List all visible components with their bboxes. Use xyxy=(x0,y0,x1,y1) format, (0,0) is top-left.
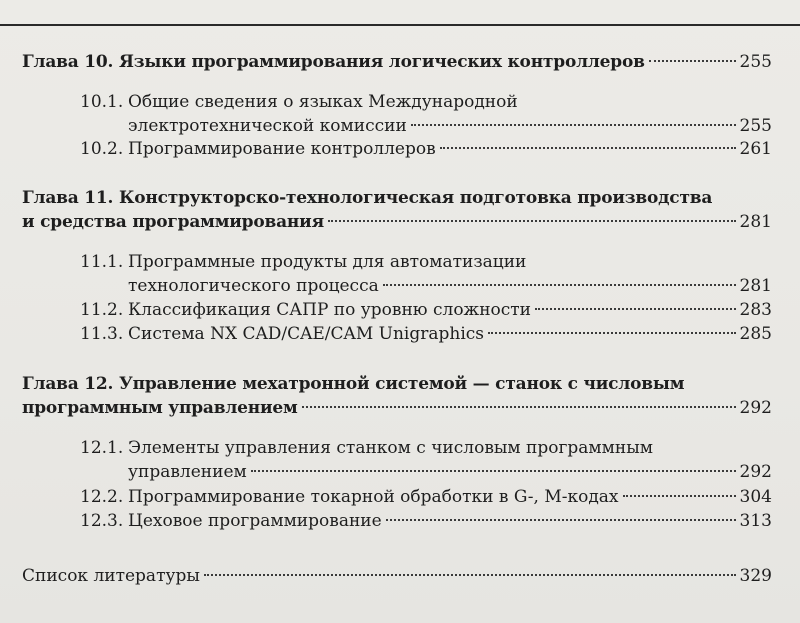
toc-entry-chapter-10[interactable] xyxy=(22,50,772,74)
dot-leader xyxy=(204,574,736,576)
page-number: 255 xyxy=(739,52,772,72)
section-title: Программирование контроллеров xyxy=(128,139,436,159)
section-number: 10.2. xyxy=(80,139,124,159)
toc-entry-12-2[interactable] xyxy=(80,485,772,509)
toc-entry-12-1-title-line1: Элементы управления станком с числовым программным xyxy=(128,438,653,458)
section-number: 11.3. xyxy=(80,324,124,344)
toc-entry-12-3[interactable] xyxy=(80,509,772,533)
toc-entry-chapter-11[interactable] xyxy=(22,210,772,234)
toc-entry-11-2[interactable] xyxy=(80,298,772,322)
page-number: 304 xyxy=(739,487,772,507)
chapter-title-line2: и средства программирования xyxy=(22,212,324,232)
dot-leader xyxy=(535,308,736,310)
section-title-line2: технологического процесса xyxy=(128,276,379,296)
toc-entry-12-1[interactable] xyxy=(128,460,772,484)
dot-leader xyxy=(411,124,736,126)
page-number: 261 xyxy=(739,139,772,159)
toc-entry-10-1[interactable] xyxy=(128,114,772,138)
toc-entry-10-1-title-line1: Общие сведения о языках Международной xyxy=(128,92,518,112)
chapter-title-line2: программным управлением xyxy=(22,398,298,418)
chapter-title: Глава 10. Языки программирования логических контроллеров xyxy=(22,52,645,72)
dot-leader xyxy=(440,147,736,149)
page-number: 285 xyxy=(739,324,772,344)
section-title: Цеховое программирование xyxy=(128,511,382,531)
section-number: 12.3. xyxy=(80,511,124,531)
section-title: Программирование токарной обработки в G-, M-кодах xyxy=(128,487,619,507)
page-number: 313 xyxy=(739,511,772,531)
page-number: 281 xyxy=(739,212,772,232)
section-number: 11.2. xyxy=(80,300,124,320)
chapter-12-title-line1: Глава 12. Управление мехатронной системой — станок с числовым xyxy=(22,374,685,394)
section-title-line2: управлением xyxy=(128,462,247,482)
section-title-line2: электротехнической комиссии xyxy=(128,116,407,136)
dot-leader xyxy=(251,470,736,472)
page-number: 283 xyxy=(739,300,772,320)
page-number: 329 xyxy=(739,566,772,586)
dot-leader xyxy=(623,495,736,497)
dot-leader xyxy=(328,220,736,222)
toc-entry-10-1-number: 10.1. xyxy=(80,92,124,112)
toc-entry-11-1-title-line1: Программные продукты для автоматизации xyxy=(128,252,527,272)
bibliography-title: Список литературы xyxy=(22,566,200,586)
toc-entry-11-1-number: 11.1. xyxy=(80,252,124,272)
dot-leader xyxy=(386,519,736,521)
dot-leader xyxy=(488,332,736,334)
toc-entry-11-1[interactable] xyxy=(128,274,772,298)
section-number: 12.2. xyxy=(80,487,124,507)
page-number: 255 xyxy=(739,116,772,136)
section-title: Система NX CAD/CAE/CAM Unigraphics xyxy=(128,324,484,344)
page-number: 292 xyxy=(739,398,772,418)
top-rule xyxy=(0,0,800,26)
chapter-11-title-line1: Глава 11. Конструкторско-технологическая подготовка производства xyxy=(22,188,713,208)
toc-entry-12-1-number: 12.1. xyxy=(80,438,124,458)
toc-entry-bibliography[interactable] xyxy=(22,564,772,588)
dot-leader xyxy=(383,284,736,286)
toc-entry-10-2[interactable] xyxy=(80,137,772,161)
section-title: Классификация САПР по уровню сложности xyxy=(128,300,532,320)
toc-entry-chapter-12[interactable] xyxy=(22,396,772,420)
page-number: 281 xyxy=(739,276,772,296)
dot-leader xyxy=(302,406,736,408)
page-number: 292 xyxy=(739,462,772,482)
toc-entry-11-3[interactable] xyxy=(80,322,772,346)
dot-leader xyxy=(649,60,736,62)
